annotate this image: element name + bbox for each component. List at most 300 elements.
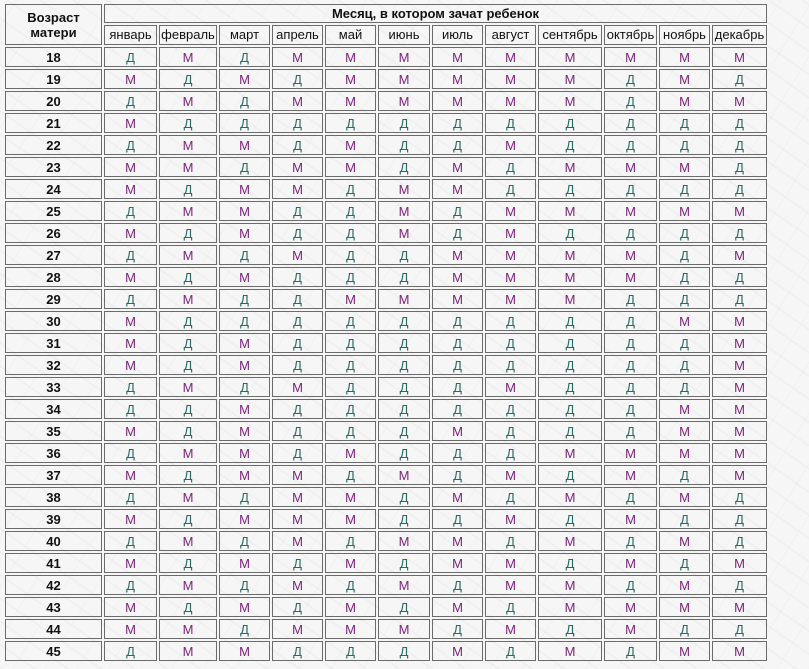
gender-cell: М bbox=[712, 377, 767, 397]
gender-cell: Д bbox=[712, 135, 767, 155]
table-row bbox=[5, 267, 767, 287]
gender-cell: Д bbox=[538, 399, 602, 419]
gender-cell: Д bbox=[432, 465, 483, 485]
gender-cell: Д bbox=[104, 47, 157, 67]
gender-cell: Д bbox=[659, 509, 710, 529]
gender-cell: М bbox=[272, 179, 323, 199]
gender-cell: М bbox=[712, 465, 767, 485]
gender-cell: М bbox=[104, 553, 157, 573]
gender-cell: Д bbox=[159, 113, 217, 133]
gender-cell: М bbox=[712, 597, 767, 617]
gender-cell: М bbox=[378, 531, 430, 551]
gender-cell: Д bbox=[485, 179, 536, 199]
gender-cell: Д bbox=[712, 113, 767, 133]
gender-cell: М bbox=[485, 223, 536, 243]
gender-cell: М bbox=[219, 421, 270, 441]
gender-cell: Д bbox=[219, 575, 270, 595]
gender-cell: М bbox=[272, 465, 323, 485]
mother-age-cell: 35 bbox=[5, 421, 102, 441]
gender-cell: Д bbox=[432, 619, 483, 639]
gender-cell: Д bbox=[712, 487, 767, 507]
gender-cell: М bbox=[378, 289, 430, 309]
gender-cell: Д bbox=[104, 641, 157, 661]
mother-age-cell: 33 bbox=[5, 377, 102, 397]
gender-cell: Д bbox=[272, 597, 323, 617]
gender-cell: Д bbox=[538, 465, 602, 485]
gender-cell: Д bbox=[485, 597, 536, 617]
gender-cell: Д bbox=[104, 289, 157, 309]
gender-cell: Д bbox=[104, 443, 157, 463]
gender-cell: М bbox=[604, 597, 657, 617]
gender-cell: Д bbox=[325, 311, 376, 331]
gender-cell: Д bbox=[325, 201, 376, 221]
gender-cell: Д bbox=[604, 135, 657, 155]
table-row bbox=[5, 597, 767, 617]
gender-cell: Д bbox=[712, 157, 767, 177]
gender-cell: Д bbox=[159, 553, 217, 573]
gender-cell: Д bbox=[159, 421, 217, 441]
gender-cell: Д bbox=[538, 113, 602, 133]
gender-cell: М bbox=[432, 487, 483, 507]
gender-cell: М bbox=[604, 509, 657, 529]
gender-cell: Д bbox=[538, 223, 602, 243]
gender-cell: Д bbox=[272, 69, 323, 89]
gender-cell: М bbox=[538, 443, 602, 463]
gender-cell: М bbox=[378, 575, 430, 595]
gender-cell: М bbox=[219, 443, 270, 463]
table-row bbox=[5, 641, 767, 661]
gender-cell: Д bbox=[325, 421, 376, 441]
mother-age-cell: 29 bbox=[5, 289, 102, 309]
gender-cell: Д bbox=[712, 179, 767, 199]
gender-cell: Д bbox=[378, 355, 430, 375]
gender-cell: М bbox=[604, 267, 657, 287]
gender-cell: Д bbox=[712, 619, 767, 639]
table-row bbox=[5, 553, 767, 573]
gender-cell: М bbox=[604, 201, 657, 221]
gender-cell: Д bbox=[378, 135, 430, 155]
gender-cell: М bbox=[159, 487, 217, 507]
gender-cell: Д bbox=[604, 113, 657, 133]
gender-cell: Д bbox=[432, 223, 483, 243]
gender-cell: М bbox=[378, 619, 430, 639]
gender-cell: Д bbox=[325, 223, 376, 243]
gender-cell: М bbox=[325, 47, 376, 67]
gender-cell: Д bbox=[712, 267, 767, 287]
gender-cell: Д bbox=[159, 179, 217, 199]
gender-cell: Д bbox=[659, 355, 710, 375]
gender-cell: Д bbox=[325, 113, 376, 133]
gender-cell: М bbox=[272, 91, 323, 111]
gender-cell: М bbox=[712, 421, 767, 441]
gender-cell: Д bbox=[432, 113, 483, 133]
gender-cell: Д bbox=[538, 135, 602, 155]
gender-cell: М bbox=[485, 245, 536, 265]
gender-cell: М bbox=[325, 443, 376, 463]
gender-cell: Д bbox=[325, 333, 376, 353]
mother-age-cell: 42 bbox=[5, 575, 102, 595]
month-header-2: февраль bbox=[159, 25, 217, 45]
gender-cell: М bbox=[485, 69, 536, 89]
month-header-1: январь bbox=[104, 25, 157, 45]
gender-cell: Д bbox=[159, 399, 217, 419]
gender-cell: М bbox=[104, 333, 157, 353]
gender-cell: Д bbox=[604, 487, 657, 507]
gender-cell: Д bbox=[378, 377, 430, 397]
gender-cell: Д bbox=[378, 421, 430, 441]
gender-cell: М bbox=[159, 619, 217, 639]
gender-cell: Д bbox=[432, 509, 483, 529]
gender-cell: Д bbox=[538, 333, 602, 353]
gender-cell: М bbox=[538, 157, 602, 177]
gender-cell: М bbox=[272, 619, 323, 639]
gender-cell: М bbox=[219, 135, 270, 155]
gender-cell: Д bbox=[538, 377, 602, 397]
gender-cell: Д bbox=[272, 135, 323, 155]
header-row-top bbox=[5, 4, 767, 23]
table-row bbox=[5, 311, 767, 331]
mother-age-cell: 20 bbox=[5, 91, 102, 111]
gender-cell: М bbox=[104, 223, 157, 243]
gender-cell: М bbox=[159, 531, 217, 551]
gender-cell: Д bbox=[432, 333, 483, 353]
gender-cell: М bbox=[659, 597, 710, 617]
gender-cell: Д bbox=[378, 157, 430, 177]
gender-cell: Д bbox=[659, 135, 710, 155]
mother-age-cell: 34 bbox=[5, 399, 102, 419]
table-row bbox=[5, 245, 767, 265]
gender-cell: Д bbox=[432, 201, 483, 221]
gender-cell: Д bbox=[432, 399, 483, 419]
gender-cell: М bbox=[432, 157, 483, 177]
gender-cell: М bbox=[325, 597, 376, 617]
gender-cell: Д bbox=[378, 443, 430, 463]
gender-cell: Д bbox=[104, 91, 157, 111]
gender-cell: Д bbox=[659, 113, 710, 133]
gender-cell: Д bbox=[219, 619, 270, 639]
month-header-11: ноябрь bbox=[659, 25, 710, 45]
gender-cell: Д bbox=[219, 311, 270, 331]
gender-cell: Д bbox=[159, 223, 217, 243]
gender-cell: М bbox=[538, 597, 602, 617]
gender-cell: Д bbox=[378, 267, 430, 287]
gender-cell: Д bbox=[104, 135, 157, 155]
month-header-3: март bbox=[219, 25, 270, 45]
gender-cell: Д bbox=[538, 553, 602, 573]
gender-cell: М bbox=[485, 377, 536, 397]
gender-cell: М bbox=[272, 157, 323, 177]
gender-cell: М bbox=[432, 597, 483, 617]
gender-cell: Д bbox=[159, 509, 217, 529]
gender-cell: М bbox=[272, 509, 323, 529]
gender-cell: Д bbox=[604, 377, 657, 397]
gender-cell: М bbox=[712, 245, 767, 265]
gender-cell: Д bbox=[378, 597, 430, 617]
gender-cell: Д bbox=[378, 553, 430, 573]
gender-cell: М bbox=[712, 311, 767, 331]
gender-cell: Д bbox=[104, 575, 157, 595]
gender-cell: М bbox=[325, 69, 376, 89]
gender-cell: М bbox=[538, 289, 602, 309]
gender-cell: Д bbox=[219, 113, 270, 133]
mother-age-header: Возраст матери bbox=[5, 4, 102, 45]
gender-cell: М bbox=[272, 47, 323, 67]
gender-cell: М bbox=[485, 619, 536, 639]
mother-age-cell: 21 bbox=[5, 113, 102, 133]
gender-cell: Д bbox=[485, 443, 536, 463]
gender-cell: М bbox=[104, 311, 157, 331]
gender-cell: Д bbox=[219, 289, 270, 309]
gender-cell: М bbox=[104, 179, 157, 199]
gender-cell: Д bbox=[659, 245, 710, 265]
gender-cell: Д bbox=[159, 355, 217, 375]
gender-cell: М bbox=[159, 575, 217, 595]
gender-cell: Д bbox=[604, 355, 657, 375]
gender-cell: Д bbox=[378, 641, 430, 661]
gender-cell: М bbox=[485, 91, 536, 111]
gender-cell: М bbox=[712, 355, 767, 375]
gender-cell: М bbox=[604, 619, 657, 639]
gender-cell: М bbox=[538, 47, 602, 67]
gender-cell: М bbox=[712, 399, 767, 419]
gender-cell: М bbox=[325, 553, 376, 573]
gender-cell: Д bbox=[659, 179, 710, 199]
table-row bbox=[5, 575, 767, 595]
gender-cell: Д bbox=[378, 113, 430, 133]
table-body bbox=[5, 47, 767, 661]
mother-age-cell: 32 bbox=[5, 355, 102, 375]
gender-cell: Д bbox=[485, 311, 536, 331]
gender-cell: Д bbox=[325, 377, 376, 397]
gender-cell: Д bbox=[538, 311, 602, 331]
gender-cell: М bbox=[159, 641, 217, 661]
gender-cell: Д bbox=[272, 421, 323, 441]
gender-cell: М bbox=[604, 443, 657, 463]
table-row bbox=[5, 157, 767, 177]
gender-cell: Д bbox=[378, 245, 430, 265]
gender-cell: М bbox=[432, 91, 483, 111]
gender-cell: Д bbox=[272, 443, 323, 463]
gender-cell: М bbox=[159, 289, 217, 309]
gender-cell: М bbox=[325, 157, 376, 177]
gender-cell: Д bbox=[604, 311, 657, 331]
gender-cell: М bbox=[219, 267, 270, 287]
mother-age-cell: 40 bbox=[5, 531, 102, 551]
gender-cell: Д bbox=[604, 399, 657, 419]
table-row bbox=[5, 223, 767, 243]
gender-cell: М bbox=[659, 399, 710, 419]
gender-cell: М bbox=[104, 355, 157, 375]
month-group-header: Месяц, в котором зачат ребенок bbox=[104, 4, 767, 23]
gender-cell: Д bbox=[712, 531, 767, 551]
gender-cell: М bbox=[159, 245, 217, 265]
gender-cell: Д bbox=[325, 245, 376, 265]
conception-gender-table bbox=[3, 2, 769, 663]
gender-cell: М bbox=[159, 201, 217, 221]
gender-cell: М bbox=[219, 333, 270, 353]
gender-cell: Д bbox=[325, 531, 376, 551]
gender-cell: М bbox=[659, 641, 710, 661]
gender-cell: Д bbox=[485, 333, 536, 353]
gender-cell: Д bbox=[485, 487, 536, 507]
gender-cell: М bbox=[432, 553, 483, 573]
month-header-8: август bbox=[485, 25, 536, 45]
gender-cell: М bbox=[325, 91, 376, 111]
gender-cell: Д bbox=[378, 509, 430, 529]
gender-cell: М bbox=[272, 377, 323, 397]
gender-cell: М bbox=[485, 553, 536, 573]
gender-cell: Д bbox=[104, 487, 157, 507]
mother-age-cell: 45 bbox=[5, 641, 102, 661]
gender-cell: М bbox=[219, 201, 270, 221]
gender-cell: Д bbox=[272, 267, 323, 287]
gender-cell: М bbox=[325, 135, 376, 155]
gender-cell: М bbox=[712, 333, 767, 353]
gender-cell: М bbox=[538, 245, 602, 265]
gender-cell: Д bbox=[219, 245, 270, 265]
gender-cell: Д bbox=[272, 355, 323, 375]
gender-cell: М bbox=[538, 575, 602, 595]
gender-cell: Д bbox=[538, 619, 602, 639]
gender-cell: М bbox=[325, 289, 376, 309]
gender-cell: М bbox=[659, 69, 710, 89]
gender-cell: М bbox=[485, 575, 536, 595]
gender-cell: Д bbox=[712, 223, 767, 243]
gender-cell: М bbox=[325, 619, 376, 639]
table-row bbox=[5, 113, 767, 133]
gender-cell: М bbox=[272, 487, 323, 507]
gender-cell: Д bbox=[104, 377, 157, 397]
month-header-6: июнь bbox=[378, 25, 430, 45]
gender-cell: Д bbox=[159, 465, 217, 485]
gender-cell: М bbox=[104, 619, 157, 639]
gender-cell: М bbox=[378, 201, 430, 221]
gender-cell: М bbox=[538, 91, 602, 111]
table-row bbox=[5, 201, 767, 221]
gender-cell: М bbox=[538, 267, 602, 287]
mother-age-cell: 41 bbox=[5, 553, 102, 573]
gender-cell: Д bbox=[604, 179, 657, 199]
gender-cell: Д bbox=[272, 311, 323, 331]
gender-cell: Д bbox=[159, 69, 217, 89]
table-row bbox=[5, 509, 767, 529]
gender-cell: М bbox=[485, 289, 536, 309]
gender-cell: М bbox=[485, 47, 536, 67]
gender-cell: М bbox=[159, 157, 217, 177]
gender-cell: Д bbox=[485, 157, 536, 177]
gender-cell: Д bbox=[219, 91, 270, 111]
gender-cell: Д bbox=[712, 509, 767, 529]
gender-cell: Д bbox=[604, 531, 657, 551]
gender-cell: Д bbox=[604, 69, 657, 89]
gender-cell: Д bbox=[712, 289, 767, 309]
gender-cell: М bbox=[538, 201, 602, 221]
gender-cell: М bbox=[219, 69, 270, 89]
table-row bbox=[5, 531, 767, 551]
gender-cell: М bbox=[159, 91, 217, 111]
gender-cell: Д bbox=[272, 289, 323, 309]
gender-cell: Д bbox=[659, 289, 710, 309]
gender-cell: Д bbox=[219, 47, 270, 67]
month-header-5: май bbox=[325, 25, 376, 45]
table-row bbox=[5, 135, 767, 155]
gender-cell: Д bbox=[485, 421, 536, 441]
gender-cell: М bbox=[538, 69, 602, 89]
table-row bbox=[5, 333, 767, 353]
month-header-12: декабрь bbox=[712, 25, 767, 45]
mother-age-cell: 26 bbox=[5, 223, 102, 243]
gender-cell: Д bbox=[104, 201, 157, 221]
gender-cell: М bbox=[712, 443, 767, 463]
gender-cell: Д bbox=[604, 223, 657, 243]
gender-cell: М bbox=[378, 47, 430, 67]
gender-cell: М bbox=[219, 223, 270, 243]
mother-age-cell: 25 bbox=[5, 201, 102, 221]
mother-age-cell: 18 bbox=[5, 47, 102, 67]
gender-cell: Д bbox=[659, 223, 710, 243]
gender-cell: Д bbox=[485, 355, 536, 375]
gender-cell: М bbox=[378, 465, 430, 485]
gender-cell: М bbox=[219, 597, 270, 617]
gender-cell: М bbox=[104, 69, 157, 89]
gender-cell: Д bbox=[325, 355, 376, 375]
gender-cell: М bbox=[712, 91, 767, 111]
gender-cell: М bbox=[378, 69, 430, 89]
gender-cell: М bbox=[485, 201, 536, 221]
gender-cell: Д bbox=[485, 113, 536, 133]
gender-cell: М bbox=[432, 179, 483, 199]
gender-cell: Д bbox=[272, 333, 323, 353]
gender-cell: М bbox=[432, 421, 483, 441]
gender-cell: Д bbox=[159, 597, 217, 617]
gender-cell: Д bbox=[325, 179, 376, 199]
gender-cell: М bbox=[659, 487, 710, 507]
gender-cell: Д bbox=[659, 267, 710, 287]
gender-cell: М bbox=[104, 509, 157, 529]
table-row bbox=[5, 355, 767, 375]
gender-cell: М bbox=[659, 421, 710, 441]
gender-cell: Д bbox=[604, 289, 657, 309]
gender-cell: М bbox=[538, 641, 602, 661]
gender-cell: Д bbox=[432, 377, 483, 397]
gender-cell: М bbox=[659, 311, 710, 331]
gender-cell: Д bbox=[378, 487, 430, 507]
gender-cell: М bbox=[432, 47, 483, 67]
mother-age-cell: 38 bbox=[5, 487, 102, 507]
gender-cell: Д bbox=[159, 333, 217, 353]
mother-age-cell: 22 bbox=[5, 135, 102, 155]
table-row bbox=[5, 289, 767, 309]
gender-cell: М bbox=[659, 575, 710, 595]
table-row bbox=[5, 377, 767, 397]
gender-cell: Д bbox=[272, 113, 323, 133]
gender-cell: М bbox=[712, 201, 767, 221]
gender-cell: Д bbox=[432, 443, 483, 463]
gender-cell: М bbox=[538, 487, 602, 507]
gender-cell: М bbox=[219, 465, 270, 485]
gender-cell: М bbox=[104, 113, 157, 133]
gender-cell: М bbox=[604, 157, 657, 177]
gender-cell: М bbox=[378, 91, 430, 111]
gender-cell: М bbox=[432, 289, 483, 309]
gender-cell: Д bbox=[159, 267, 217, 287]
mother-age-cell: 19 bbox=[5, 69, 102, 89]
gender-cell: М bbox=[485, 135, 536, 155]
gender-cell: М bbox=[159, 47, 217, 67]
gender-cell: Д bbox=[378, 399, 430, 419]
mother-age-cell: 28 bbox=[5, 267, 102, 287]
gender-cell: Д bbox=[325, 641, 376, 661]
